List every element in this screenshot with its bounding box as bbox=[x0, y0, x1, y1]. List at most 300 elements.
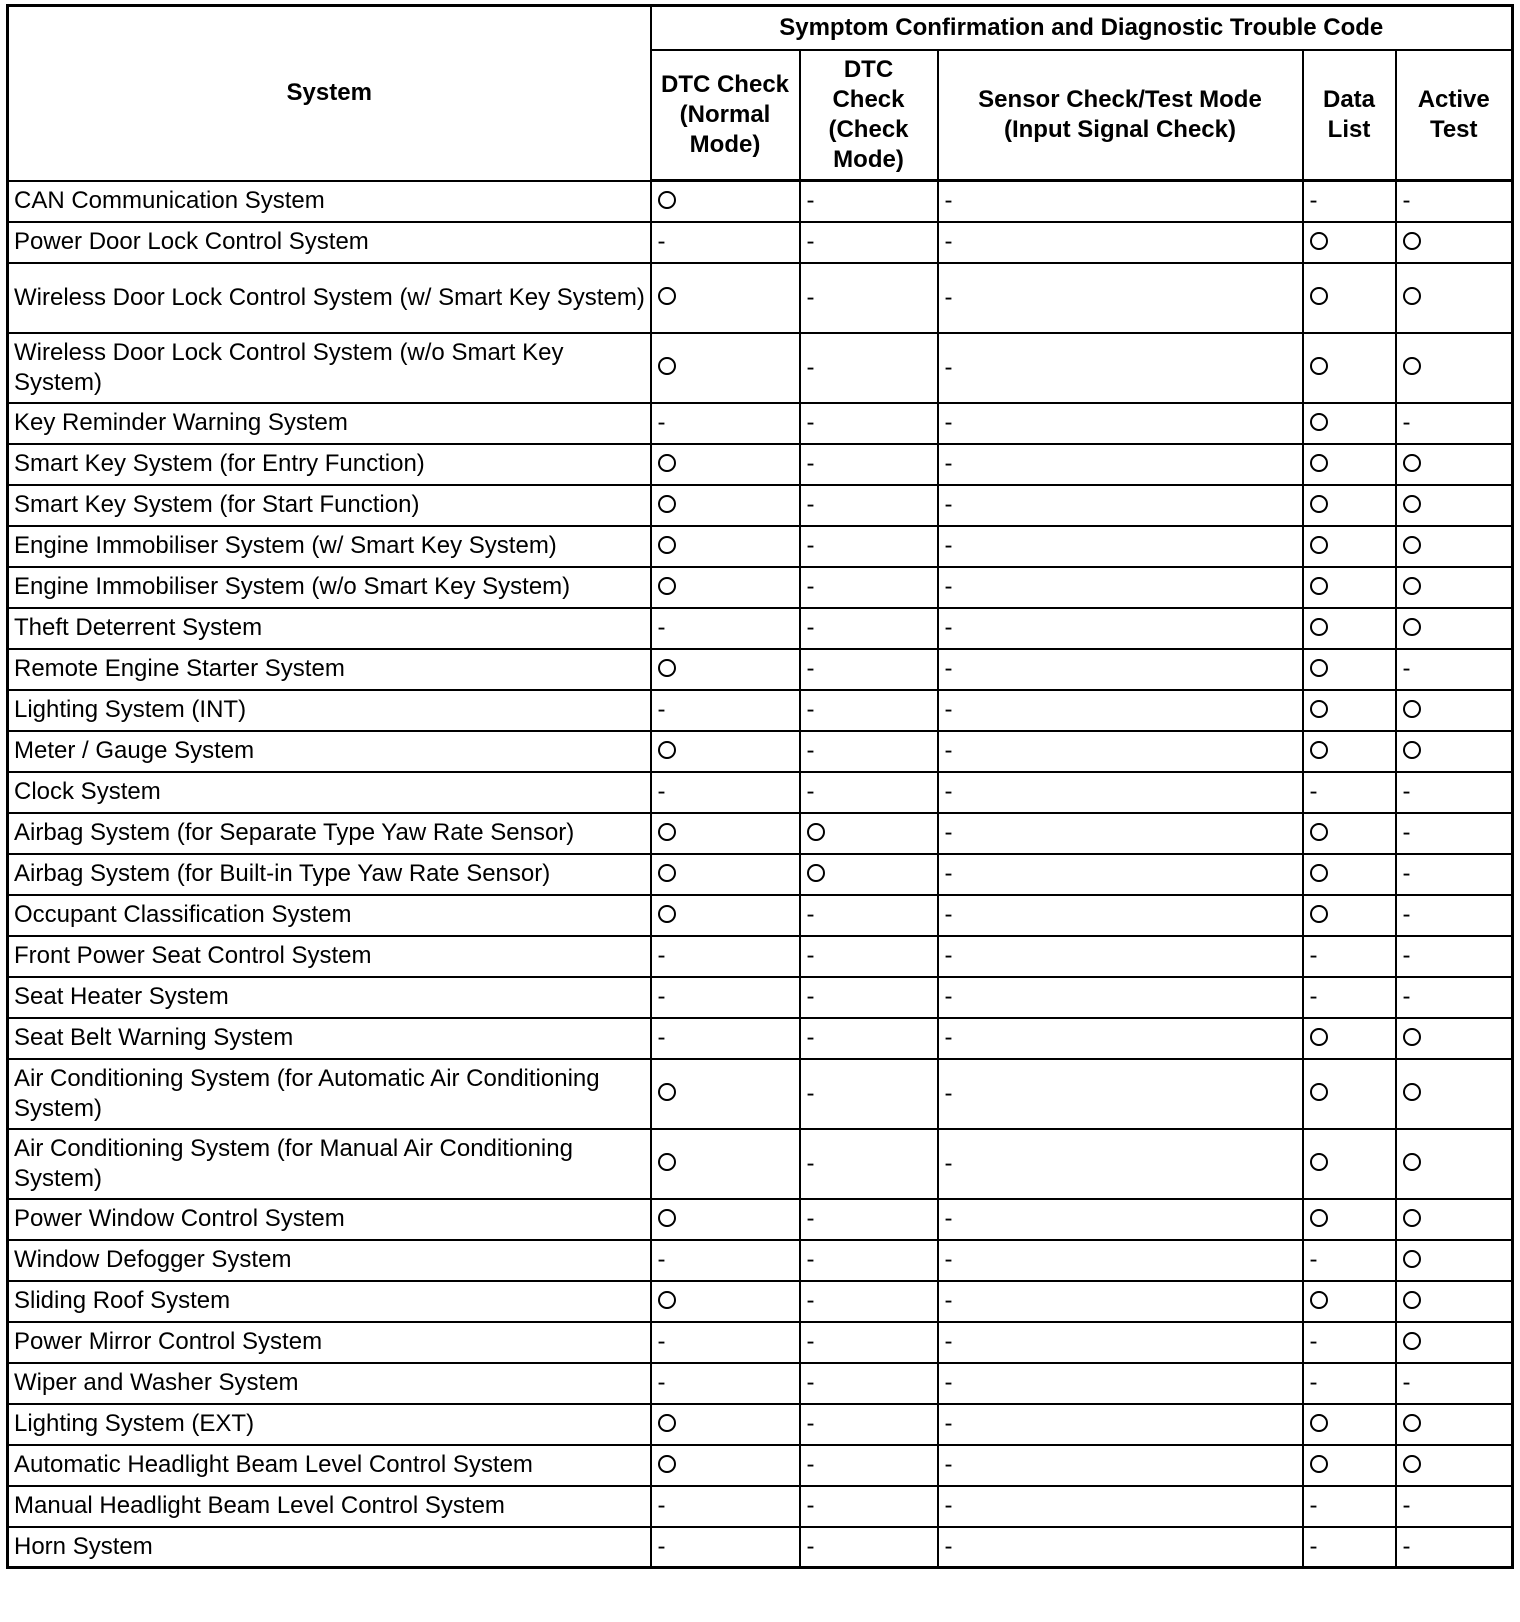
dtc-normal-cell bbox=[651, 222, 800, 263]
system-name-cell: Engine Immobiliser System (w/ Smart Key System) bbox=[8, 526, 651, 567]
active-test-cell bbox=[1396, 1404, 1513, 1445]
dash-mark: - bbox=[1402, 901, 1411, 928]
dtc-check-cell bbox=[800, 485, 938, 526]
table-row bbox=[8, 608, 1513, 649]
dash-mark: - bbox=[944, 614, 953, 641]
dash-mark: - bbox=[944, 1492, 953, 1519]
dash-mark: - bbox=[944, 696, 953, 723]
active-test-cell bbox=[1396, 813, 1513, 854]
dash-mark: - bbox=[944, 1246, 953, 1273]
dash-mark: - bbox=[806, 1369, 815, 1396]
circle-mark-icon bbox=[1310, 1291, 1328, 1309]
dtc-normal-cell bbox=[651, 1059, 800, 1129]
system-name-cell: Sliding Roof System bbox=[8, 1281, 651, 1322]
circle-mark-icon bbox=[1403, 741, 1421, 759]
system-name-cell: Wireless Door Lock Control System (w/o Smart Key System) bbox=[8, 333, 651, 403]
dash-mark: - bbox=[806, 737, 815, 764]
dash-mark: - bbox=[944, 983, 953, 1010]
dash-mark: - bbox=[806, 409, 815, 436]
dash-mark: - bbox=[1402, 778, 1411, 805]
dash-mark: - bbox=[806, 1246, 815, 1273]
dash-mark: - bbox=[657, 1492, 666, 1519]
dash-mark: - bbox=[1402, 983, 1411, 1010]
circle-mark-icon bbox=[658, 357, 676, 375]
dtc-check-cell bbox=[800, 1240, 938, 1281]
system-name-cell: Horn System bbox=[8, 1527, 651, 1568]
sensor-cell bbox=[938, 444, 1303, 485]
dash-mark: - bbox=[1309, 1246, 1318, 1273]
dtc-normal-mode-header: DTC Check (Normal Mode) bbox=[651, 50, 800, 181]
table-header bbox=[8, 6, 1513, 181]
dtc-normal-cell bbox=[651, 1527, 800, 1568]
dash-mark: - bbox=[657, 614, 666, 641]
active-test-cell bbox=[1396, 1486, 1513, 1527]
dash-mark: - bbox=[944, 573, 953, 600]
data-list-cell bbox=[1303, 1018, 1396, 1059]
table-row bbox=[8, 222, 1513, 263]
sensor-cell bbox=[938, 772, 1303, 813]
sensor-cell bbox=[938, 895, 1303, 936]
circle-mark-icon bbox=[1310, 495, 1328, 513]
dash-mark: - bbox=[806, 614, 815, 641]
active-test-cell bbox=[1396, 1322, 1513, 1363]
active-test-cell bbox=[1396, 977, 1513, 1018]
table-row bbox=[8, 1129, 1513, 1199]
table-row bbox=[8, 1404, 1513, 1445]
system-name-cell: Automatic Headlight Beam Level Control System bbox=[8, 1445, 651, 1486]
data-list-cell bbox=[1303, 1363, 1396, 1404]
dash-mark: - bbox=[944, 1205, 953, 1232]
dtc-check-cell bbox=[800, 444, 938, 485]
system-name-cell: Key Reminder Warning System bbox=[8, 403, 651, 444]
system-name-cell: Window Defogger System bbox=[8, 1240, 651, 1281]
circle-mark-icon bbox=[1310, 618, 1328, 636]
dash-mark: - bbox=[944, 737, 953, 764]
dash-mark: - bbox=[657, 1369, 666, 1396]
system-name-cell: Remote Engine Starter System bbox=[8, 649, 651, 690]
circle-mark-icon bbox=[1310, 232, 1328, 250]
data-list-cell bbox=[1303, 854, 1396, 895]
circle-mark-icon bbox=[1403, 232, 1421, 250]
dash-mark: - bbox=[944, 353, 953, 381]
sensor-cell bbox=[938, 649, 1303, 690]
dash-mark: - bbox=[806, 1532, 815, 1560]
sensor-cell bbox=[938, 1199, 1303, 1240]
circle-mark-icon bbox=[1310, 357, 1328, 375]
circle-mark-icon bbox=[1403, 454, 1421, 472]
dtc-check-cell bbox=[800, 1018, 938, 1059]
active-test-cell bbox=[1396, 649, 1513, 690]
dtc-check-cell bbox=[800, 333, 938, 403]
dash-mark: - bbox=[806, 983, 815, 1010]
circle-mark-icon bbox=[658, 1455, 676, 1473]
dtc-normal-cell bbox=[651, 333, 800, 403]
circle-mark-icon bbox=[1310, 1028, 1328, 1046]
active-test-cell bbox=[1396, 567, 1513, 608]
dtc-check-cell bbox=[800, 690, 938, 731]
dtc-normal-cell bbox=[651, 854, 800, 895]
circle-mark-icon bbox=[1310, 864, 1328, 882]
active-test-cell bbox=[1396, 444, 1513, 485]
dash-mark: - bbox=[1402, 655, 1411, 682]
dtc-check-cell bbox=[800, 181, 938, 222]
data-list-cell bbox=[1303, 1527, 1396, 1568]
sensor-cell bbox=[938, 1129, 1303, 1199]
data-list-cell bbox=[1303, 1199, 1396, 1240]
system-name-cell: Occupant Classification System bbox=[8, 895, 651, 936]
data-list-cell bbox=[1303, 608, 1396, 649]
dtc-normal-cell bbox=[651, 1486, 800, 1527]
system-name-cell: Clock System bbox=[8, 772, 651, 813]
circle-mark-icon bbox=[1403, 1153, 1421, 1171]
dash-mark: - bbox=[657, 1024, 666, 1051]
table-row bbox=[8, 895, 1513, 936]
circle-mark-icon bbox=[658, 191, 676, 209]
circle-mark-icon bbox=[658, 659, 676, 677]
table-row bbox=[8, 1445, 1513, 1486]
sensor-cell bbox=[938, 526, 1303, 567]
circle-mark-icon bbox=[1310, 659, 1328, 677]
system-name-cell: Airbag System (for Separate Type Yaw Rate Sensor) bbox=[8, 813, 651, 854]
dash-mark: - bbox=[1309, 1492, 1318, 1519]
dtc-check-cell bbox=[800, 977, 938, 1018]
circle-mark-icon bbox=[658, 1209, 676, 1227]
dash-mark: - bbox=[657, 942, 666, 969]
circle-mark-icon bbox=[1310, 536, 1328, 554]
table-row bbox=[8, 444, 1513, 485]
dash-mark: - bbox=[806, 353, 815, 381]
dash-mark: - bbox=[806, 1492, 815, 1519]
sensor-cell bbox=[938, 567, 1303, 608]
sensor-check-header: Sensor Check/Test Mode (Input Signal Check) bbox=[938, 50, 1303, 181]
dash-mark: - bbox=[657, 1328, 666, 1355]
sensor-cell bbox=[938, 1486, 1303, 1527]
header-row-group bbox=[8, 6, 1513, 50]
sensor-cell bbox=[938, 333, 1303, 403]
sensor-cell bbox=[938, 403, 1303, 444]
table-row bbox=[8, 485, 1513, 526]
circle-mark-icon bbox=[1403, 1332, 1421, 1350]
system-name-cell: Meter / Gauge System bbox=[8, 731, 651, 772]
dash-mark: - bbox=[944, 901, 953, 928]
circle-mark-icon bbox=[658, 1414, 676, 1432]
dtc-check-cell bbox=[800, 1281, 938, 1322]
circle-mark-icon bbox=[1403, 577, 1421, 595]
dash-mark: - bbox=[944, 1451, 953, 1478]
system-column-header: System bbox=[8, 6, 651, 181]
active-test-cell bbox=[1396, 1363, 1513, 1404]
table-row bbox=[8, 1527, 1513, 1568]
active-test-cell bbox=[1396, 222, 1513, 263]
dash-mark: - bbox=[806, 573, 815, 600]
circle-mark-icon bbox=[807, 864, 825, 882]
dtc-normal-cell bbox=[651, 1018, 800, 1059]
active-test-cell bbox=[1396, 1281, 1513, 1322]
active-test-cell bbox=[1396, 1445, 1513, 1486]
sensor-cell bbox=[938, 813, 1303, 854]
active-test-cell bbox=[1396, 1059, 1513, 1129]
data-list-cell bbox=[1303, 1445, 1396, 1486]
dash-mark: - bbox=[944, 532, 953, 559]
circle-mark-icon bbox=[1310, 700, 1328, 718]
active-test-cell bbox=[1396, 895, 1513, 936]
sensor-cell bbox=[938, 854, 1303, 895]
system-name-cell: Wiper and Washer System bbox=[8, 1363, 651, 1404]
data-list-cell bbox=[1303, 485, 1396, 526]
dash-mark: - bbox=[944, 778, 953, 805]
dtc-normal-cell bbox=[651, 1445, 800, 1486]
dtc-normal-cell bbox=[651, 1322, 800, 1363]
dtc-check-cell bbox=[800, 1486, 938, 1527]
circle-mark-icon bbox=[1310, 454, 1328, 472]
dash-mark: - bbox=[944, 228, 953, 255]
table-row bbox=[8, 1059, 1513, 1129]
dtc-normal-cell bbox=[651, 690, 800, 731]
circle-mark-icon bbox=[1403, 700, 1421, 718]
sensor-cell bbox=[938, 690, 1303, 731]
dash-mark: - bbox=[806, 1287, 815, 1314]
sensor-cell bbox=[938, 936, 1303, 977]
dash-mark: - bbox=[806, 491, 815, 518]
data-list-cell bbox=[1303, 222, 1396, 263]
circle-mark-icon bbox=[658, 823, 676, 841]
circle-mark-icon bbox=[658, 864, 676, 882]
dtc-normal-cell bbox=[651, 977, 800, 1018]
table-row bbox=[8, 813, 1513, 854]
dash-mark: - bbox=[944, 655, 953, 682]
circle-mark-icon bbox=[658, 577, 676, 595]
table-row bbox=[8, 1240, 1513, 1281]
dtc-check-cell bbox=[800, 731, 938, 772]
data-list-cell bbox=[1303, 813, 1396, 854]
dtc-normal-cell bbox=[651, 1129, 800, 1199]
circle-mark-icon bbox=[1403, 1291, 1421, 1309]
data-list-cell bbox=[1303, 263, 1396, 333]
circle-mark-icon bbox=[1310, 577, 1328, 595]
dtc-check-cell bbox=[800, 936, 938, 977]
dtc-check-cell bbox=[800, 526, 938, 567]
data-list-cell bbox=[1303, 895, 1396, 936]
dash-mark: - bbox=[806, 1328, 815, 1355]
active-test-cell bbox=[1396, 526, 1513, 567]
dash-mark: - bbox=[944, 450, 953, 477]
data-list-cell bbox=[1303, 772, 1396, 813]
dash-mark: - bbox=[806, 778, 815, 805]
dash-mark: - bbox=[657, 1532, 666, 1560]
active-test-cell bbox=[1396, 263, 1513, 333]
table-row bbox=[8, 936, 1513, 977]
dash-mark: - bbox=[806, 1079, 815, 1107]
dtc-normal-cell bbox=[651, 1240, 800, 1281]
dtc-check-cell bbox=[800, 895, 938, 936]
dtc-normal-cell bbox=[651, 263, 800, 333]
circle-mark-icon bbox=[1403, 1209, 1421, 1227]
dtc-check-cell bbox=[800, 1363, 938, 1404]
circle-mark-icon bbox=[1310, 823, 1328, 841]
circle-mark-icon bbox=[1310, 741, 1328, 759]
active-test-cell bbox=[1396, 690, 1513, 731]
circle-mark-icon bbox=[1310, 413, 1328, 431]
dash-mark: - bbox=[1402, 1369, 1411, 1396]
data-list-cell bbox=[1303, 649, 1396, 690]
dash-mark: - bbox=[944, 860, 953, 887]
data-list-cell bbox=[1303, 444, 1396, 485]
dtc-check-cell bbox=[800, 813, 938, 854]
dtc-check-cell bbox=[800, 1059, 938, 1129]
sensor-cell bbox=[938, 608, 1303, 649]
circle-mark-icon bbox=[658, 741, 676, 759]
sensor-cell bbox=[938, 1018, 1303, 1059]
data-list-cell bbox=[1303, 1240, 1396, 1281]
dtc-normal-cell bbox=[651, 567, 800, 608]
circle-mark-icon bbox=[1403, 1414, 1421, 1432]
dash-mark: - bbox=[1309, 1532, 1318, 1560]
dash-mark: - bbox=[1309, 983, 1318, 1010]
active-test-cell bbox=[1396, 772, 1513, 813]
dtc-check-cell bbox=[800, 1199, 938, 1240]
dash-mark: - bbox=[944, 1410, 953, 1437]
system-name-cell: Front Power Seat Control System bbox=[8, 936, 651, 977]
table-row bbox=[8, 772, 1513, 813]
dash-mark: - bbox=[806, 228, 815, 255]
dtc-normal-cell bbox=[651, 444, 800, 485]
dash-mark: - bbox=[806, 187, 815, 215]
system-name-cell: Power Window Control System bbox=[8, 1199, 651, 1240]
sensor-cell bbox=[938, 1445, 1303, 1486]
dtc-check-cell bbox=[800, 263, 938, 333]
sensor-cell bbox=[938, 1527, 1303, 1568]
dash-mark: - bbox=[944, 409, 953, 436]
table-row bbox=[8, 181, 1513, 222]
circle-mark-icon bbox=[658, 287, 676, 305]
active-test-header: Active Test bbox=[1396, 50, 1513, 181]
dash-mark: - bbox=[1309, 1369, 1318, 1396]
table-row bbox=[8, 333, 1513, 403]
sensor-cell bbox=[938, 181, 1303, 222]
active-test-cell bbox=[1396, 608, 1513, 649]
circle-mark-icon bbox=[1403, 536, 1421, 554]
dash-mark: - bbox=[1309, 187, 1318, 215]
system-name-cell: Power Mirror Control System bbox=[8, 1322, 651, 1363]
dtc-normal-cell bbox=[651, 403, 800, 444]
dash-mark: - bbox=[944, 283, 953, 311]
dtc-check-cell bbox=[800, 222, 938, 263]
dtc-normal-cell bbox=[651, 485, 800, 526]
system-name-cell: Airbag System (for Built-in Type Yaw Rate Sensor) bbox=[8, 854, 651, 895]
dtc-normal-cell bbox=[651, 772, 800, 813]
sensor-cell bbox=[938, 485, 1303, 526]
diagnostic-function-table bbox=[6, 4, 1514, 1569]
table-row bbox=[8, 263, 1513, 333]
dash-mark: - bbox=[806, 1024, 815, 1051]
circle-mark-icon bbox=[658, 454, 676, 472]
dtc-normal-cell bbox=[651, 181, 800, 222]
dash-mark: - bbox=[657, 1246, 666, 1273]
active-test-cell bbox=[1396, 1018, 1513, 1059]
dash-mark: - bbox=[1402, 409, 1411, 436]
table-row bbox=[8, 567, 1513, 608]
dash-mark: - bbox=[944, 1532, 953, 1560]
dtc-check-cell bbox=[800, 1322, 938, 1363]
active-test-cell bbox=[1396, 485, 1513, 526]
sensor-cell bbox=[938, 1322, 1303, 1363]
sensor-cell bbox=[938, 977, 1303, 1018]
dtc-check-cell bbox=[800, 1445, 938, 1486]
dash-mark: - bbox=[944, 942, 953, 969]
circle-mark-icon bbox=[658, 1291, 676, 1309]
dtc-check-cell bbox=[800, 772, 938, 813]
circle-mark-icon bbox=[1310, 1209, 1328, 1227]
dash-mark: - bbox=[944, 1287, 953, 1314]
dash-mark: - bbox=[806, 1149, 815, 1177]
dash-mark: - bbox=[944, 1328, 953, 1355]
system-name-cell: Seat Belt Warning System bbox=[8, 1018, 651, 1059]
data-list-cell bbox=[1303, 567, 1396, 608]
dash-mark: - bbox=[1402, 819, 1411, 846]
dash-mark: - bbox=[1402, 1492, 1411, 1519]
dtc-check-cell bbox=[800, 649, 938, 690]
dash-mark: - bbox=[944, 819, 953, 846]
dtc-check-cell bbox=[800, 567, 938, 608]
active-test-cell bbox=[1396, 181, 1513, 222]
data-list-cell bbox=[1303, 977, 1396, 1018]
active-test-cell bbox=[1396, 333, 1513, 403]
table-row bbox=[8, 1018, 1513, 1059]
active-test-cell bbox=[1396, 936, 1513, 977]
dtc-normal-cell bbox=[651, 1363, 800, 1404]
circle-mark-icon bbox=[1403, 357, 1421, 375]
dash-mark: - bbox=[944, 1369, 953, 1396]
dtc-normal-cell bbox=[651, 649, 800, 690]
dash-mark: - bbox=[1402, 860, 1411, 887]
circle-mark-icon bbox=[1310, 905, 1328, 923]
circle-mark-icon bbox=[658, 1153, 676, 1171]
sensor-cell bbox=[938, 1404, 1303, 1445]
dtc-check-cell bbox=[800, 1527, 938, 1568]
dash-mark: - bbox=[657, 409, 666, 436]
sensor-cell bbox=[938, 222, 1303, 263]
data-list-cell bbox=[1303, 1059, 1396, 1129]
active-test-cell bbox=[1396, 403, 1513, 444]
circle-mark-icon bbox=[1310, 1414, 1328, 1432]
dash-mark: - bbox=[806, 655, 815, 682]
system-name-cell: Lighting System (INT) bbox=[8, 690, 651, 731]
dtc-normal-cell bbox=[651, 608, 800, 649]
circle-mark-icon bbox=[1310, 1153, 1328, 1171]
dash-mark: - bbox=[806, 901, 815, 928]
dtc-normal-cell bbox=[651, 1199, 800, 1240]
dtc-check-cell bbox=[800, 1404, 938, 1445]
data-list-cell bbox=[1303, 526, 1396, 567]
data-list-cell bbox=[1303, 1129, 1396, 1199]
dtc-normal-cell bbox=[651, 526, 800, 567]
system-name-cell: Theft Deterrent System bbox=[8, 608, 651, 649]
dtc-normal-cell bbox=[651, 731, 800, 772]
data-list-cell bbox=[1303, 936, 1396, 977]
data-list-header: Data List bbox=[1303, 50, 1396, 181]
dtc-check-cell bbox=[800, 403, 938, 444]
system-name-cell: CAN Communication System bbox=[8, 181, 651, 222]
dtc-check-cell bbox=[800, 608, 938, 649]
table-row bbox=[8, 1363, 1513, 1404]
dash-mark: - bbox=[806, 1410, 815, 1437]
dtc-normal-cell bbox=[651, 1281, 800, 1322]
circle-mark-icon bbox=[1403, 287, 1421, 305]
table-row bbox=[8, 1281, 1513, 1322]
circle-mark-icon bbox=[807, 823, 825, 841]
dtc-normal-cell bbox=[651, 813, 800, 854]
table-row bbox=[8, 1322, 1513, 1363]
